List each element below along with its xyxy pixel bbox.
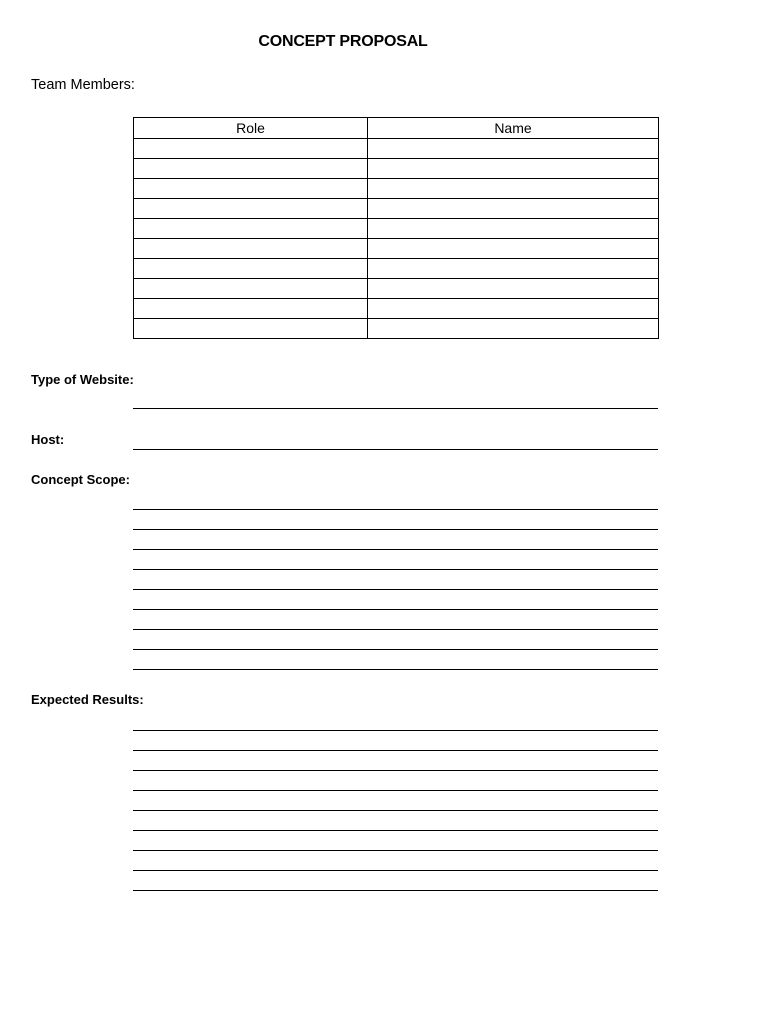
expected-results-line[interactable] <box>133 750 658 751</box>
concept-scope-line[interactable] <box>133 609 658 610</box>
table-row <box>134 299 659 319</box>
expected-results-line[interactable] <box>133 870 658 871</box>
type-of-website-label: Type of Website: <box>31 372 134 387</box>
role-cell[interactable] <box>134 259 368 279</box>
role-cell[interactable] <box>134 319 368 339</box>
concept-scope-line[interactable] <box>133 629 658 630</box>
expected-results-line[interactable] <box>133 790 658 791</box>
expected-results-line[interactable] <box>133 830 658 831</box>
concept-scope-line[interactable] <box>133 589 658 590</box>
concept-scope-line[interactable] <box>133 549 658 550</box>
team-members-label: Team Members: <box>31 77 135 93</box>
name-cell[interactable] <box>368 239 659 259</box>
name-cell[interactable] <box>368 279 659 299</box>
role-cell[interactable] <box>134 219 368 239</box>
table-row <box>134 199 659 219</box>
table-row <box>134 139 659 159</box>
team-members-rows <box>134 139 659 339</box>
table-row <box>134 259 659 279</box>
name-cell[interactable] <box>368 159 659 179</box>
name-cell[interactable] <box>368 139 659 159</box>
concept-scope-line[interactable] <box>133 669 658 670</box>
role-cell[interactable] <box>134 239 368 259</box>
name-cell[interactable] <box>368 219 659 239</box>
concept-scope-line[interactable] <box>133 569 658 570</box>
concept-scope-line[interactable] <box>133 509 658 510</box>
role-cell[interactable] <box>134 179 368 199</box>
host-line[interactable] <box>133 449 658 450</box>
name-cell[interactable] <box>368 259 659 279</box>
column-header-name: Name <box>368 118 659 139</box>
concept-scope-label: Concept Scope: <box>31 472 130 487</box>
type-of-website-line[interactable] <box>133 408 658 409</box>
team-members-table <box>133 117 659 339</box>
name-cell[interactable] <box>368 299 659 319</box>
role-cell[interactable] <box>134 279 368 299</box>
table-row <box>134 319 659 339</box>
host-label: Host: <box>31 432 65 447</box>
expected-results-line[interactable] <box>133 770 658 771</box>
table-header-row <box>134 118 659 139</box>
table-row <box>134 159 659 179</box>
name-cell[interactable] <box>368 179 659 199</box>
expected-results-label: Expected Results: <box>31 692 144 707</box>
role-cell[interactable] <box>134 159 368 179</box>
name-cell[interactable] <box>368 319 659 339</box>
concept-scope-line[interactable] <box>133 529 658 530</box>
expected-results-line[interactable] <box>133 810 658 811</box>
expected-results-line[interactable] <box>133 890 658 891</box>
column-header-role: Role <box>134 118 368 139</box>
role-cell[interactable] <box>134 139 368 159</box>
table-row <box>134 239 659 259</box>
page-title: CONCEPT PROPOSAL <box>258 33 428 50</box>
concept-scope-line[interactable] <box>133 649 658 650</box>
table-row <box>134 179 659 199</box>
table-row <box>134 279 659 299</box>
expected-results-line[interactable] <box>133 850 658 851</box>
role-cell[interactable] <box>134 299 368 319</box>
table-row <box>134 219 659 239</box>
name-cell[interactable] <box>368 199 659 219</box>
expected-results-line[interactable] <box>133 730 658 731</box>
role-cell[interactable] <box>134 199 368 219</box>
